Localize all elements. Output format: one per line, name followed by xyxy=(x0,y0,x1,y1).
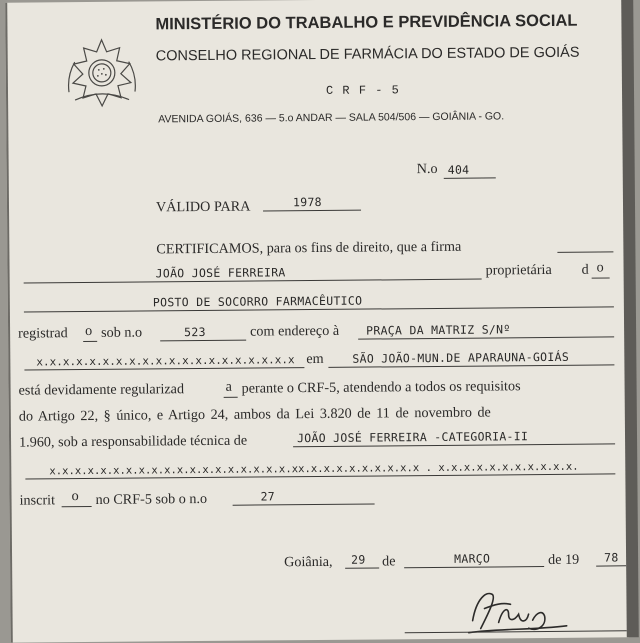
date-month: MARÇO xyxy=(454,551,491,566)
registrad-field xyxy=(83,322,97,342)
validity-label: VÁLIDO PARA xyxy=(155,198,251,216)
city-value: SÃO JOÃO-MUN.DE APARAUNA-GOIÁS xyxy=(352,349,570,366)
number-label: N.o xyxy=(416,160,438,178)
date-city: Goiânia, xyxy=(284,553,333,571)
date-day-field xyxy=(345,551,379,568)
d-field xyxy=(592,261,610,278)
crf-field xyxy=(232,488,374,506)
regularizad-text: está devidamente regularizad xyxy=(18,381,185,399)
d-label: d xyxy=(581,261,589,278)
council-code: C R F - 5 xyxy=(325,83,400,98)
sob-label: sob n.o xyxy=(101,324,143,341)
crf-label: no CRF-5 sob o n.o xyxy=(95,490,208,508)
d-fill: o xyxy=(596,259,604,276)
endereco-label: com endereço à xyxy=(250,322,340,340)
number-field xyxy=(444,161,496,178)
council-address: AVENIDA GOIÁS, 636 — 5.o ANDAR — SALA 504/506 — GOIÂNIA - GO. xyxy=(158,110,505,126)
regularizad-fill: a xyxy=(225,378,232,395)
certificate-document xyxy=(5,0,629,643)
crf-number: 27 xyxy=(260,489,276,504)
date-day: 29 xyxy=(351,552,366,567)
certify-intro: CERTIFICAMOS, para os fins de direito, que a firma xyxy=(156,238,462,258)
date-month-field xyxy=(404,550,544,568)
registrad-fill: o xyxy=(85,322,93,340)
sob-field xyxy=(160,324,246,342)
council-title: CONSELHO REGIONAL DE FARMÁCIA DO ESTADO DE GOIÁS xyxy=(155,44,580,65)
registrad-label: registrad xyxy=(18,325,68,342)
establishment-name: POSTO DE SOCORRO FARMACÊUTICO xyxy=(152,293,363,310)
responsibility-text: 1.960, sob a responsabilidade técnica de xyxy=(18,432,248,451)
city-field xyxy=(328,348,614,367)
address-value: PRAÇA DA MATRIZ S/Nº xyxy=(366,322,511,338)
responsible-name: JOÃO JOSÉ FERREIRA -CATEGORIA-II xyxy=(296,429,529,446)
firm-field xyxy=(24,263,482,284)
inscrit-field xyxy=(61,490,91,507)
xfill-2: x.x.x.x.x.x.x.x.x.x.x.x.x.x.x.x.x.x.x.xx.x.x.x.x.x.x.x.x.x . x.x.x.x.x.x.x.x.x.x.x. xyxy=(49,460,579,478)
date-year-field xyxy=(596,549,626,566)
xfill-1: x.x.x.x.x.x.x.x.x.x.x.x.x.x.x.x.x.x.x.x xyxy=(36,353,295,369)
validity-field xyxy=(263,194,361,212)
date-de-2: de 19 xyxy=(548,551,580,568)
establishment-field xyxy=(24,290,614,312)
inscrit-fill: o xyxy=(71,488,79,505)
xfill-1-field xyxy=(24,351,304,370)
responsible-field xyxy=(293,427,615,447)
address-field xyxy=(358,320,614,339)
sob-value: 523 xyxy=(184,324,206,340)
inscrit-label: inscrit xyxy=(19,492,56,509)
intro-blank-line xyxy=(557,235,613,252)
coat-of-arms-seal xyxy=(61,36,144,109)
proprietaria-label: proprietária xyxy=(485,261,552,279)
ministry-title: MINISTÉRIO DO TRABALHO E PREVIDÊNCIA SOCIAL xyxy=(155,11,578,34)
regularizad-rest: perante o CRF-5, atendendo a todos os requisitos xyxy=(241,378,521,397)
validity-value: 1978 xyxy=(292,194,322,210)
number-value: 404 xyxy=(447,162,470,177)
date-year: 78 xyxy=(604,550,619,565)
xfill-2-field xyxy=(25,457,615,479)
firm-name: JOÃO JOSÉ FERREIRA xyxy=(155,265,286,281)
date-de-1: de xyxy=(382,553,396,570)
em-label: em xyxy=(306,350,324,368)
artigo-text: do Artigo 22, § único, e Artigo 24, ambos da Lei 3.820 de 11 de novembro de xyxy=(18,404,491,425)
regularizad-field xyxy=(224,378,238,398)
